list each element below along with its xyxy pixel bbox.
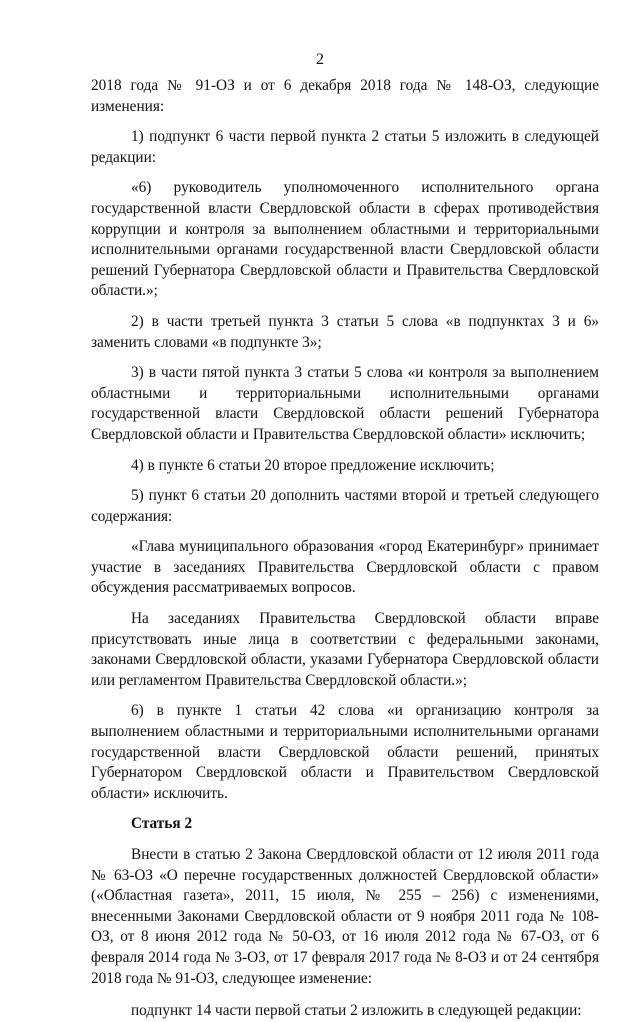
paragraph-item-3: 3) в части пятой пункта 3 статьи 5 слова «и контроля за выполнением областными и территориальными исполнительными органами государственной власти Свердловской области решений Губернатора Свердловской области и Правительства Свердловской области» исключить; bbox=[91, 364, 599, 443]
paragraph-item-2: 2) в части третьей пункта 3 статьи 5 слова «в подпунктах 3 и 6» заменить словами «в подпункте 3»; bbox=[91, 312, 599, 351]
paragraph-item-4: 4) в пункте 6 статьи 20 второе предложение исключить; bbox=[131, 456, 495, 474]
paragraph-item-6: 6) в пункте 1 статьи 42 слова «и организацию контроля за выполнением областными и территориальными исполнительными органами государственной власти Свердловской области решений, принятых Губернатором Свердловской области и Правительством Свердловской области» исключить. bbox=[91, 702, 599, 802]
page-number: 2 bbox=[316, 51, 324, 68]
paragraph-item-5: 5) пункт 6 статьи 20 дополнить частями второй и третьей следующего содержания: bbox=[91, 487, 599, 525]
document-body bbox=[91, 76, 599, 1022]
paragraph-continuation: 2018 года № 91-ОЗ и от 6 декабря 2018 года № 148-ОЗ, следующие изменения: bbox=[91, 77, 599, 115]
paragraph-quote-glava: «Глава муниципального образования «город Екатеринбург» принимает участие в заседаниях Правительства Свердловской области с правом обсуждения рассматриваемых вопросов. bbox=[91, 538, 599, 597]
article-2-heading: Статья 2 bbox=[131, 815, 193, 833]
paragraph-article-2-subitem: подпункт 14 части первой статьи 2 изложить в следующей редакции: bbox=[131, 1002, 582, 1020]
paragraph-item-1: 1) подпункт 6 части первой пункта 2 статьи 5 изложить в следующей редакции: bbox=[91, 128, 599, 166]
paragraph-quote-zasedaniya: На заседаниях Правительства Свердловской области вправе присутствовать иные лица в соответствии с федеральными законами, законами Свердловской области, указами Губернатора Свердловской области или регламентом Правительства Свердловской области.»; bbox=[91, 610, 599, 689]
paragraph-quote-6: «6) руководитель уполномоченного исполнительного органа государственной власти Свердловской области в сферах противодействия коррупции и контроля за выполнением областными и территориальными исполнительными органами государственной власти Свердловской области решений Губернатора Свердловской области и Правительства Свердловской области.»; bbox=[91, 179, 599, 300]
paragraph-article-2-text: Внести в статью 2 Закона Свердловской области от 12 июля 2011 года № 63-ОЗ «О перечне государственных должностей Свердловской области» («Областная газета», 2011, 15 июля, № 255 – 256) с изменениями, внесенными Законами Свердловской области от 9 ноября 2011 года № 108-ОЗ, от 8 июня 2012 года № 50-ОЗ, от 16 июля 2012 года № 67-ОЗ, от 6 февраля 2014 года № 3-ОЗ, от 17 февраля 2017 года № 8-ОЗ и от 24 сентября 2018 года № 91-ОЗ, следующее изменение: bbox=[91, 846, 599, 987]
